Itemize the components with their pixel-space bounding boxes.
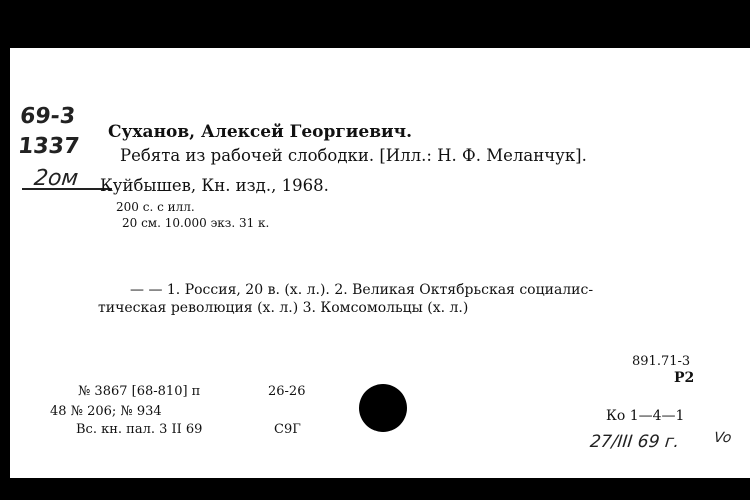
registry-code: С9Г — [274, 422, 301, 437]
classification-number: 891.71-3 — [632, 354, 691, 369]
imprint: Куйбышев, Кн. изд., 1968. — [100, 176, 329, 195]
punch-hole — [359, 384, 407, 432]
subjects-line-2: тическая революция (х. л.) 3. Комсомольцы (х. л.) — [98, 300, 469, 316]
subjects-line-1: — — 1. Россия, 20 в. (х. л.). 2. Великая Октябрьская социалис- — [130, 282, 594, 298]
book-title: Ребята из рабочей слободки. [Илл.: Н. Ф. Меланчук]. — [120, 146, 587, 165]
handwritten-mark: 2ом — [32, 166, 80, 191]
copies-mark: Ко 1—4—1 — [606, 408, 685, 424]
range: 26-26 — [268, 384, 306, 399]
classification-code: Р2 — [674, 370, 695, 386]
size-copies-price: 20 см. 10.000 экз. 31 к. — [122, 216, 270, 230]
catalog-card — [10, 48, 750, 478]
author-heading: Суханов, Алексей Георгиевич. — [108, 122, 413, 142]
pages: 200 с. с илл. — [116, 200, 195, 214]
shelf-mark-bottom: 1337 — [16, 134, 81, 159]
shelf-mark-top: 69-3 — [18, 104, 77, 129]
corner-mark: Vo — [713, 430, 733, 446]
card-number: 48 № 206; № 934 — [50, 404, 162, 419]
accession-number: № 3867 [68-810] п — [78, 384, 201, 399]
handwritten-date: 27/III 69 г. — [588, 432, 681, 452]
registry: Вс. кн. пал. 3 II 69 — [76, 422, 203, 437]
